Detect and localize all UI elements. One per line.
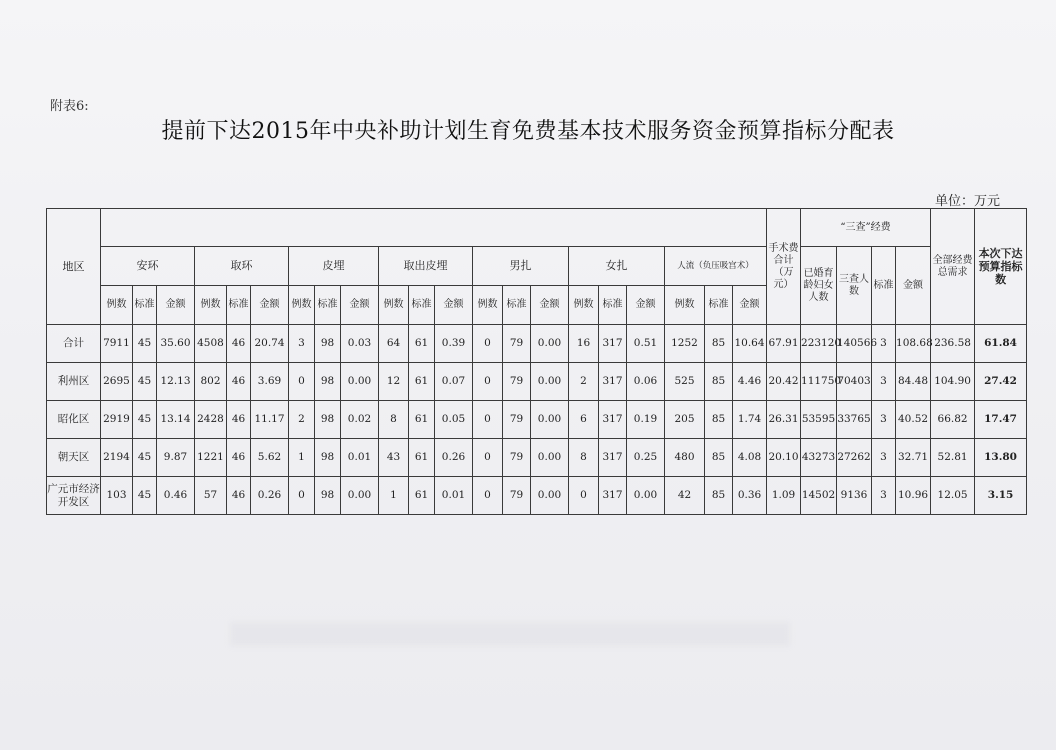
- cell-sancha-standard: 3: [872, 401, 896, 439]
- cell-anhuan-amount: 9.87: [157, 439, 195, 477]
- cell-pimai-amount: 0.00: [341, 363, 379, 401]
- cell-total-needed: 12.05: [931, 477, 975, 515]
- cell-anhuan-standard: 45: [133, 439, 157, 477]
- cell-quchu-pimai-amount: 0.07: [435, 363, 473, 401]
- cell-anhuan-amount: 13.14: [157, 401, 195, 439]
- table-row: [47, 363, 1027, 401]
- header-this-allocation: 本次下达预算指标数: [975, 209, 1027, 325]
- cell-nanzha-amount: 0.00: [531, 477, 569, 515]
- cell-nvzha-amount: 0.06: [627, 363, 665, 401]
- table-row: [47, 401, 1027, 439]
- cell-this-allocation: 61.84: [975, 325, 1027, 363]
- cell-nanzha-count: 0: [473, 439, 503, 477]
- cell-anhuan-count: 7911: [101, 325, 133, 363]
- attachment-label: 附表6:: [50, 99, 89, 114]
- cell-surgery-total: 20.10: [767, 439, 801, 477]
- header-sub-count-4: 例数: [473, 286, 503, 325]
- cell-pimai-standard: 98: [315, 325, 341, 363]
- header-category-nvzha: 女扎: [569, 247, 665, 286]
- cell-sancha-standard: 3: [872, 363, 896, 401]
- cell-quchu-pimai-amount: 0.26: [435, 439, 473, 477]
- cell-quhuan-standard: 46: [227, 477, 251, 515]
- cell-nvzha-count: 8: [569, 439, 599, 477]
- header-sub-amount-0: 金额: [157, 286, 195, 325]
- header-sub-count-5: 例数: [569, 286, 599, 325]
- cell-renliu-count: 205: [665, 401, 705, 439]
- cell-nanzha-standard: 79: [503, 325, 531, 363]
- header-category-anhuan: 安环: [101, 247, 195, 286]
- cell-anhuan-count: 2919: [101, 401, 133, 439]
- header-sub-count-2: 例数: [289, 286, 315, 325]
- bleed-through-text: [230, 622, 790, 646]
- cell-quchu-pimai-amount: 0.39: [435, 325, 473, 363]
- cell-renliu-count: 525: [665, 363, 705, 401]
- cell-anhuan-amount: 0.46: [157, 477, 195, 515]
- header-sancha-standard: 标准: [872, 247, 896, 325]
- cell-renliu-count: 1252: [665, 325, 705, 363]
- cell-quhuan-count: 2428: [195, 401, 227, 439]
- header-category-nanzha: 男扎: [473, 247, 569, 286]
- cell-nanzha-count: 0: [473, 401, 503, 439]
- cell-total-needed: 104.90: [931, 363, 975, 401]
- cell-surgery-total: 26.31: [767, 401, 801, 439]
- cell-quchu-pimai-amount: 0.05: [435, 401, 473, 439]
- cell-nvzha-standard: 317: [599, 477, 627, 515]
- cell-region: 昭化区: [47, 401, 101, 439]
- header-surgery-total: 手术费合计（万元）: [767, 209, 801, 325]
- table-row: [47, 477, 1027, 515]
- cell-quhuan-count: 57: [195, 477, 227, 515]
- cell-quchu-pimai-count: 64: [379, 325, 409, 363]
- cell-nvzha-standard: 317: [599, 439, 627, 477]
- header-sub-amount-5: 金额: [627, 286, 665, 325]
- header-sub-amount-1: 金额: [251, 286, 289, 325]
- cell-nanzha-standard: 79: [503, 477, 531, 515]
- unit-label: 单位：万元: [934, 194, 1000, 209]
- cell-anhuan-amount: 35.60: [157, 325, 195, 363]
- header-sub-standard-5: 标准: [599, 286, 627, 325]
- cell-nanzha-amount: 0.00: [531, 363, 569, 401]
- cell-renliu-standard: 85: [705, 325, 733, 363]
- table-row: [47, 439, 1027, 477]
- cell-nvzha-amount: 0.19: [627, 401, 665, 439]
- cell-renliu-amount: 10.64: [733, 325, 767, 363]
- cell-region: 广元市经济开发区: [47, 477, 101, 515]
- cell-nanzha-amount: 0.00: [531, 325, 569, 363]
- header-sub-standard-4: 标准: [503, 286, 531, 325]
- cell-nvzha-standard: 317: [599, 401, 627, 439]
- cell-sancha-count: 27262: [837, 439, 872, 477]
- cell-renliu-count: 42: [665, 477, 705, 515]
- header-married-women: 已婚育龄妇女人数: [801, 247, 837, 325]
- header-sub-count-0: 例数: [101, 286, 133, 325]
- header-category-quhuan: 取环: [195, 247, 289, 286]
- cell-sancha-count: 9136: [837, 477, 872, 515]
- cell-sancha-amount: 10.96: [896, 477, 931, 515]
- table-body: [47, 325, 1027, 515]
- header-category-renliu: 人流（负压吸宫术）: [665, 247, 767, 286]
- cell-quchu-pimai-count: 1: [379, 477, 409, 515]
- cell-sancha-count: 70403: [837, 363, 872, 401]
- cell-nanzha-count: 0: [473, 363, 503, 401]
- cell-quchu-pimai-standard: 61: [409, 477, 435, 515]
- cell-renliu-standard: 85: [705, 401, 733, 439]
- cell-region: 利州区: [47, 363, 101, 401]
- cell-married-women: 53595: [801, 401, 837, 439]
- cell-quchu-pimai-count: 43: [379, 439, 409, 477]
- cell-quhuan-amount: 5.62: [251, 439, 289, 477]
- allocation-table: [46, 208, 1027, 515]
- header-sancha-amount: 金额: [896, 247, 931, 325]
- cell-nvzha-standard: 317: [599, 363, 627, 401]
- cell-pimai-standard: 98: [315, 363, 341, 401]
- cell-nvzha-amount: 0.00: [627, 477, 665, 515]
- document-title: 提前下达2015年中央补助计划生育免费基本技术服务资金预算指标分配表: [161, 119, 895, 144]
- cell-sancha-amount: 108.68: [896, 325, 931, 363]
- cell-this-allocation: 17.47: [975, 401, 1027, 439]
- header-sub-count-3: 例数: [379, 286, 409, 325]
- cell-nvzha-amount: 0.51: [627, 325, 665, 363]
- cell-pimai-count: 2: [289, 401, 315, 439]
- cell-this-allocation: 27.42: [975, 363, 1027, 401]
- header-sub-standard-6: 标准: [705, 286, 733, 325]
- cell-quchu-pimai-standard: 61: [409, 439, 435, 477]
- cell-renliu-standard: 85: [705, 363, 733, 401]
- cell-sancha-count: 33765: [837, 401, 872, 439]
- cell-pimai-amount: 0.00: [341, 477, 379, 515]
- cell-nanzha-count: 0: [473, 477, 503, 515]
- header-region: 地区: [47, 209, 101, 325]
- cell-quchu-pimai-standard: 61: [409, 401, 435, 439]
- header-sub-amount-4: 金额: [531, 286, 569, 325]
- cell-married-women: 223120: [801, 325, 837, 363]
- header-sub-standard-2: 标准: [315, 286, 341, 325]
- cell-quhuan-standard: 46: [227, 439, 251, 477]
- header-sub-amount-6: 金额: [733, 286, 767, 325]
- cell-renliu-amount: 4.46: [733, 363, 767, 401]
- cell-quchu-pimai-count: 8: [379, 401, 409, 439]
- header-sancha-group: “三查”经费: [801, 209, 931, 247]
- cell-quhuan-count: 802: [195, 363, 227, 401]
- cell-renliu-count: 480: [665, 439, 705, 477]
- cell-renliu-standard: 85: [705, 477, 733, 515]
- cell-married-women: 14502: [801, 477, 837, 515]
- cell-total-needed: 66.82: [931, 401, 975, 439]
- cell-nanzha-standard: 79: [503, 363, 531, 401]
- cell-sancha-amount: 40.52: [896, 401, 931, 439]
- header-sub-amount-3: 金额: [435, 286, 473, 325]
- cell-sancha-amount: 32.71: [896, 439, 931, 477]
- cell-anhuan-standard: 45: [133, 325, 157, 363]
- cell-pimai-amount: 0.03: [341, 325, 379, 363]
- header-sub-standard-3: 标准: [409, 286, 435, 325]
- cell-married-women: 43273: [801, 439, 837, 477]
- cell-surgery-total: 20.42: [767, 363, 801, 401]
- cell-region: 朝天区: [47, 439, 101, 477]
- cell-renliu-amount: 0.36: [733, 477, 767, 515]
- cell-quhuan-standard: 46: [227, 363, 251, 401]
- cell-anhuan-amount: 12.13: [157, 363, 195, 401]
- cell-renliu-standard: 85: [705, 439, 733, 477]
- cell-sancha-amount: 84.48: [896, 363, 931, 401]
- cell-pimai-count: 0: [289, 477, 315, 515]
- cell-pimai-amount: 0.02: [341, 401, 379, 439]
- cell-pimai-count: 1: [289, 439, 315, 477]
- header-sancha-count: 三查人数: [837, 247, 872, 325]
- cell-anhuan-standard: 45: [133, 401, 157, 439]
- header-category-quchu-pimai: 取出皮埋: [379, 247, 473, 286]
- cell-region: 合计: [47, 325, 101, 363]
- header-sub-standard-0: 标准: [133, 286, 157, 325]
- cell-quchu-pimai-standard: 61: [409, 325, 435, 363]
- cell-nanzha-standard: 79: [503, 401, 531, 439]
- cell-quhuan-amount: 3.69: [251, 363, 289, 401]
- cell-total-needed: 52.81: [931, 439, 975, 477]
- cell-this-allocation: 3.15: [975, 477, 1027, 515]
- cell-quhuan-count: 4508: [195, 325, 227, 363]
- header-total-needed: 全部经费总需求: [931, 209, 975, 325]
- cell-surgery-total: 67.91: [767, 325, 801, 363]
- cell-sancha-standard: 3: [872, 477, 896, 515]
- cell-pimai-amount: 0.01: [341, 439, 379, 477]
- cell-quhuan-amount: 0.26: [251, 477, 289, 515]
- cell-nvzha-amount: 0.25: [627, 439, 665, 477]
- cell-nanzha-standard: 79: [503, 439, 531, 477]
- header-sub-amount-2: 金额: [341, 286, 379, 325]
- cell-anhuan-standard: 45: [133, 363, 157, 401]
- cell-nanzha-count: 0: [473, 325, 503, 363]
- cell-sancha-count: 140566: [837, 325, 872, 363]
- header-sub-standard-1: 标准: [227, 286, 251, 325]
- cell-sancha-standard: 3: [872, 439, 896, 477]
- cell-anhuan-count: 103: [101, 477, 133, 515]
- cell-pimai-count: 0: [289, 363, 315, 401]
- cell-pimai-standard: 98: [315, 401, 341, 439]
- cell-sancha-standard: 3: [872, 325, 896, 363]
- cell-quchu-pimai-count: 12: [379, 363, 409, 401]
- cell-anhuan-count: 2695: [101, 363, 133, 401]
- table-row: [47, 325, 1027, 363]
- cell-surgery-total: 1.09: [767, 477, 801, 515]
- header-sub-count-6: 例数: [665, 286, 705, 325]
- header-category-pimai: 皮埋: [289, 247, 379, 286]
- cell-renliu-amount: 1.74: [733, 401, 767, 439]
- cell-quchu-pimai-standard: 61: [409, 363, 435, 401]
- cell-nvzha-count: 0: [569, 477, 599, 515]
- cell-renliu-amount: 4.08: [733, 439, 767, 477]
- cell-nanzha-amount: 0.00: [531, 401, 569, 439]
- cell-quhuan-standard: 46: [227, 325, 251, 363]
- cell-pimai-standard: 98: [315, 477, 341, 515]
- cell-anhuan-standard: 45: [133, 477, 157, 515]
- cell-nvzha-count: 2: [569, 363, 599, 401]
- cell-pimai-standard: 98: [315, 439, 341, 477]
- cell-this-allocation: 13.80: [975, 439, 1027, 477]
- cell-quhuan-amount: 20.74: [251, 325, 289, 363]
- cell-quhuan-count: 1221: [195, 439, 227, 477]
- cell-quhuan-amount: 11.17: [251, 401, 289, 439]
- cell-quchu-pimai-amount: 0.01: [435, 477, 473, 515]
- cell-nanzha-amount: 0.00: [531, 439, 569, 477]
- cell-total-needed: 236.58: [931, 325, 975, 363]
- cell-pimai-count: 3: [289, 325, 315, 363]
- cell-nvzha-count: 16: [569, 325, 599, 363]
- header-blank-band: [101, 209, 767, 247]
- header-sub-count-1: 例数: [195, 286, 227, 325]
- cell-nvzha-count: 6: [569, 401, 599, 439]
- cell-nvzha-standard: 317: [599, 325, 627, 363]
- cell-anhuan-count: 2194: [101, 439, 133, 477]
- cell-married-women: 111750: [801, 363, 837, 401]
- cell-quhuan-standard: 46: [227, 401, 251, 439]
